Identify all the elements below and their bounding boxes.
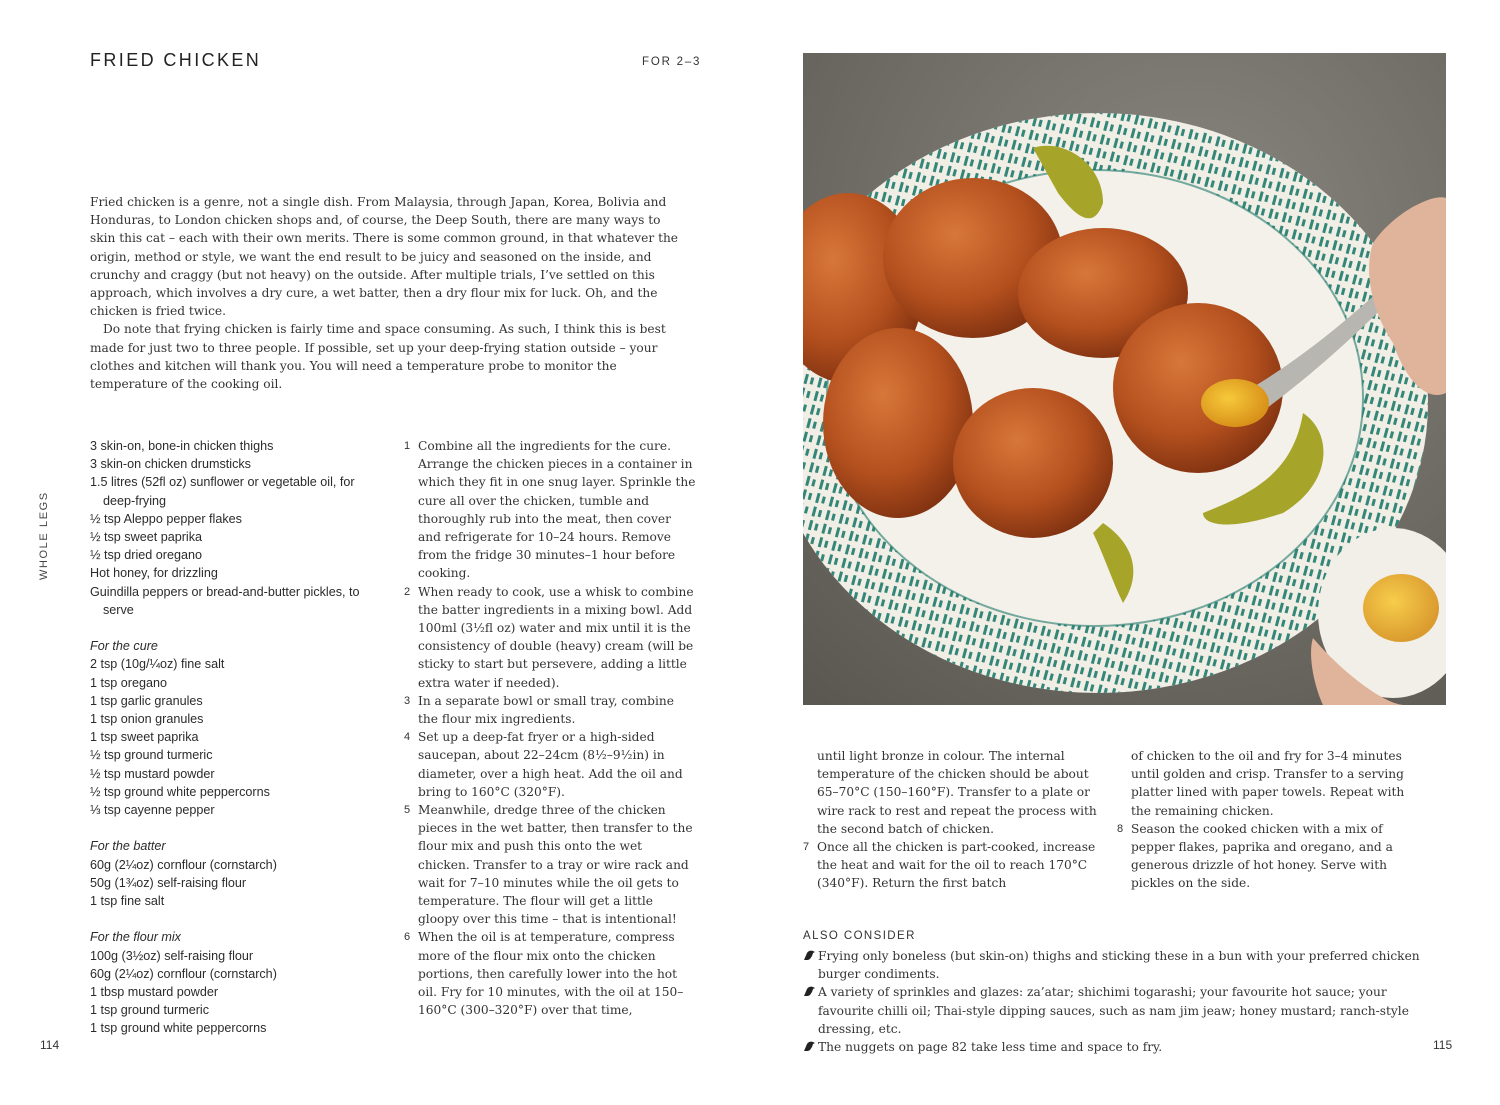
method-steps <box>404 437 696 1020</box>
step-number: 5 <box>404 804 411 817</box>
ingredient: 1.5 litres (52fl oz) sunflower or vegetable oil, for deep-frying <box>90 475 355 508</box>
also-consider-list <box>803 947 1423 1056</box>
ingredient: ½ tsp dried oregano <box>90 548 203 563</box>
method-step <box>404 692 696 728</box>
ingredient: 50g (1¾oz) self-raising flour <box>90 875 247 890</box>
chicken-icon <box>803 1041 816 1053</box>
step-text: Season the cooked chicken with a mix of pepper flakes, paprika and oregano, and a generous drizzle of hot honey. Serve with pickles on the side. <box>1131 821 1393 891</box>
ingredient: 3 skin-on, bone-in chicken thighs <box>90 439 274 453</box>
ingredient: 60g (2¼oz) cornflour (cornstarch) <box>90 966 277 981</box>
ingredient: ½ tsp ground white peppercorns <box>90 784 270 799</box>
ingredient: Hot honey, for drizzling <box>90 566 218 581</box>
method-step <box>404 728 696 801</box>
ingredient-group-heading: For the cure <box>90 639 158 654</box>
ingredient: 60g (2¼oz) cornflour (cornstarch) <box>90 857 277 872</box>
ingredient: ½ tsp sweet paprika <box>90 530 203 545</box>
ingredient: ½ tsp mustard powder <box>90 766 215 781</box>
step-text: When ready to cook, use a whisk to combine the batter ingredients in a mixing bowl. Add 100ml (3½fl oz) water and mix until it is the consistency of double (heavy) cream (will be sticky to start but persevere, adding a little extra water if needed). <box>418 584 694 690</box>
tip-item <box>803 1038 1423 1056</box>
ingredient: 1 tsp sweet paprika <box>90 730 199 745</box>
step-text: Combine all the ingredients for the cure. Arrange the chicken pieces in a container in which they fit in one snug layer. Sprinkle the cure all over the chicken, tumble and thoroughly rub into the meat, then cover and refrigerate for 10–24 hours. Remove from the fridge 30 minutes–1 hour before cooking. <box>418 439 696 581</box>
tip-text: The nuggets on page 82 take less time and space to fry. <box>818 1040 1163 1055</box>
ingredient: 1 tsp ground turmeric <box>90 1003 209 1018</box>
serves-label: FOR 2–3 <box>642 56 702 68</box>
ingredient-group-heading: For the flour mix <box>90 930 181 945</box>
intro-text <box>90 193 680 393</box>
method-steps-continued <box>1117 747 1417 893</box>
step-text: When the oil is at temperature, compress more of the flour mix onto the chicken portions, then carefully lower into the hot oil. Fry for 10 minutes, with the oil at 150–160°C (300–320°F) over that time, <box>418 930 684 1018</box>
ingredient: 1 tsp fine salt <box>90 894 165 909</box>
photo-illustration <box>803 53 1446 705</box>
ingredient: 2 tsp (10g/¼oz) fine salt <box>90 657 225 672</box>
fried-chicken-photo <box>803 53 1446 705</box>
ingredients-main <box>90 437 390 619</box>
tip-text: Frying only boneless (but skin-on) thighs and sticking these in a bun with your preferred chicken burger condiments. <box>818 949 1420 982</box>
method-step <box>404 583 696 692</box>
ingredient: ½ tsp ground turmeric <box>90 748 213 763</box>
step-number: 8 <box>1117 822 1124 835</box>
ingredient: 3 skin-on chicken drumsticks <box>90 457 251 472</box>
honey-spoon <box>1201 379 1269 427</box>
step-text: Meanwhile, dredge three of the chicken pieces in the wet batter, then transfer to the flour mix and push this onto the wet chicken. Transfer to a tray or wire rack and wait for 7–10 minutes while the oil gets to temperature. The flour will get a little gloopy over this time – that is intentional! <box>418 803 693 927</box>
method-step <box>404 437 696 583</box>
step-number: 1 <box>404 440 411 452</box>
tip-item <box>803 983 1423 1038</box>
chicken-icon <box>803 986 816 998</box>
method-steps-continued <box>803 747 1103 893</box>
step-number: 4 <box>404 731 411 744</box>
ingredient-group-heading: For the batter <box>90 839 166 854</box>
ingredient: 1 tsp ground white peppercorns <box>90 1021 267 1036</box>
intro-paragraph: Fried chicken is a genre, not a single dish. From Malaysia, through Japan, Korea, Bolivia and Honduras, to London chicken shops and, of course, the Deep South, there are many ways to skin this cat – each with their own merits. There is some common ground, in that whatever the origin, method or style, we want the end result to be juicy and seasoned on the inside, and crunchy and craggy (but not heavy) on the outside. After multiple trials, I’ve settled on this approach, which involves a dry cure, a wet batter, then a dry flour mix for luck. Oh, and the chicken is fried twice. <box>90 195 679 319</box>
ingredient: 1 tsp garlic granules <box>90 693 203 708</box>
step-text: Set up a deep-fat fryer or a high-sided saucepan, about 22–24cm (8½–9½in) in diameter, over a high heat. Add the oil and bring to 160°C (320°F). <box>418 730 683 799</box>
step-number: 7 <box>803 841 810 854</box>
step-number: 6 <box>404 931 411 944</box>
tip-item <box>803 947 1423 983</box>
also-consider-heading: ALSO CONSIDER <box>803 930 916 942</box>
method-step <box>404 801 696 928</box>
method-step <box>803 838 1103 893</box>
chicken-piece <box>823 328 973 518</box>
step-text: until light bronze in colour. The internal temperature of the chicken should be about 65–70°C (150–160°F). Transfer to a plate or wire rack to rest and repeat the process with the second batch of chicken. <box>817 749 1097 836</box>
chapter-side-label: WHOLE LEGS <box>38 491 50 580</box>
page-number-left: 114 <box>40 1038 60 1052</box>
page-number-right: 115 <box>1433 1038 1453 1052</box>
intro-paragraph: Do note that frying chicken is fairly time and space consuming. As such, I think this is best made for just two to three people. If possible, set up your deep-frying station outside – your clothes and kitchen will thank you. You will need a temperature probe to monitor the temperature of the cooking oil. <box>90 322 666 392</box>
ingredient: ½ tsp Aleppo pepper flakes <box>90 511 242 526</box>
ingredients-list <box>90 437 390 1056</box>
method-step <box>1117 820 1417 893</box>
step-text: In a separate bowl or small tray, combine the flour mix ingredients. <box>418 693 674 727</box>
ingredient: 1 tsp onion granules <box>90 712 204 727</box>
ingredients-flour-mix <box>90 928 390 1037</box>
ingredients-cure <box>90 637 390 819</box>
step-text: of chicken to the oil and fry for 3–4 minutes until golden and crisp. Transfer to a serving platter lined with paper towels. Repeat with the remaining chicken. <box>1131 749 1405 818</box>
ingredients-batter <box>90 837 390 910</box>
ingredient: Guindilla peppers or bread-and-butter pickles, to serve <box>90 584 360 617</box>
step-number: 3 <box>404 694 411 707</box>
chicken-icon <box>803 950 816 962</box>
ingredient: 1 tbsp mustard powder <box>90 985 219 1000</box>
method-step <box>404 928 696 1019</box>
recipe-title: FRIED CHICKEN <box>90 50 262 70</box>
step-number: 2 <box>404 585 411 598</box>
step-text: Once all the chicken is part-cooked, increase the heat and wait for the oil to reach 170°C (340°F). Return the first batch <box>817 840 1096 891</box>
ingredient: ⅓ tsp cayenne pepper <box>90 803 215 818</box>
ingredient: 100g (3½oz) self-raising flour <box>90 948 254 963</box>
ingredient: 1 tsp oregano <box>90 675 168 690</box>
chicken-piece <box>953 388 1113 538</box>
tip-text: A variety of sprinkles and glazes: za’atar; shichimi togarashi; your favourite hot sauce; your favourite chilli oil; Thai-style dipping sauces, such as nam jim jeaw; honey mustard; ranch-style dressing, etc. <box>818 985 1409 1036</box>
